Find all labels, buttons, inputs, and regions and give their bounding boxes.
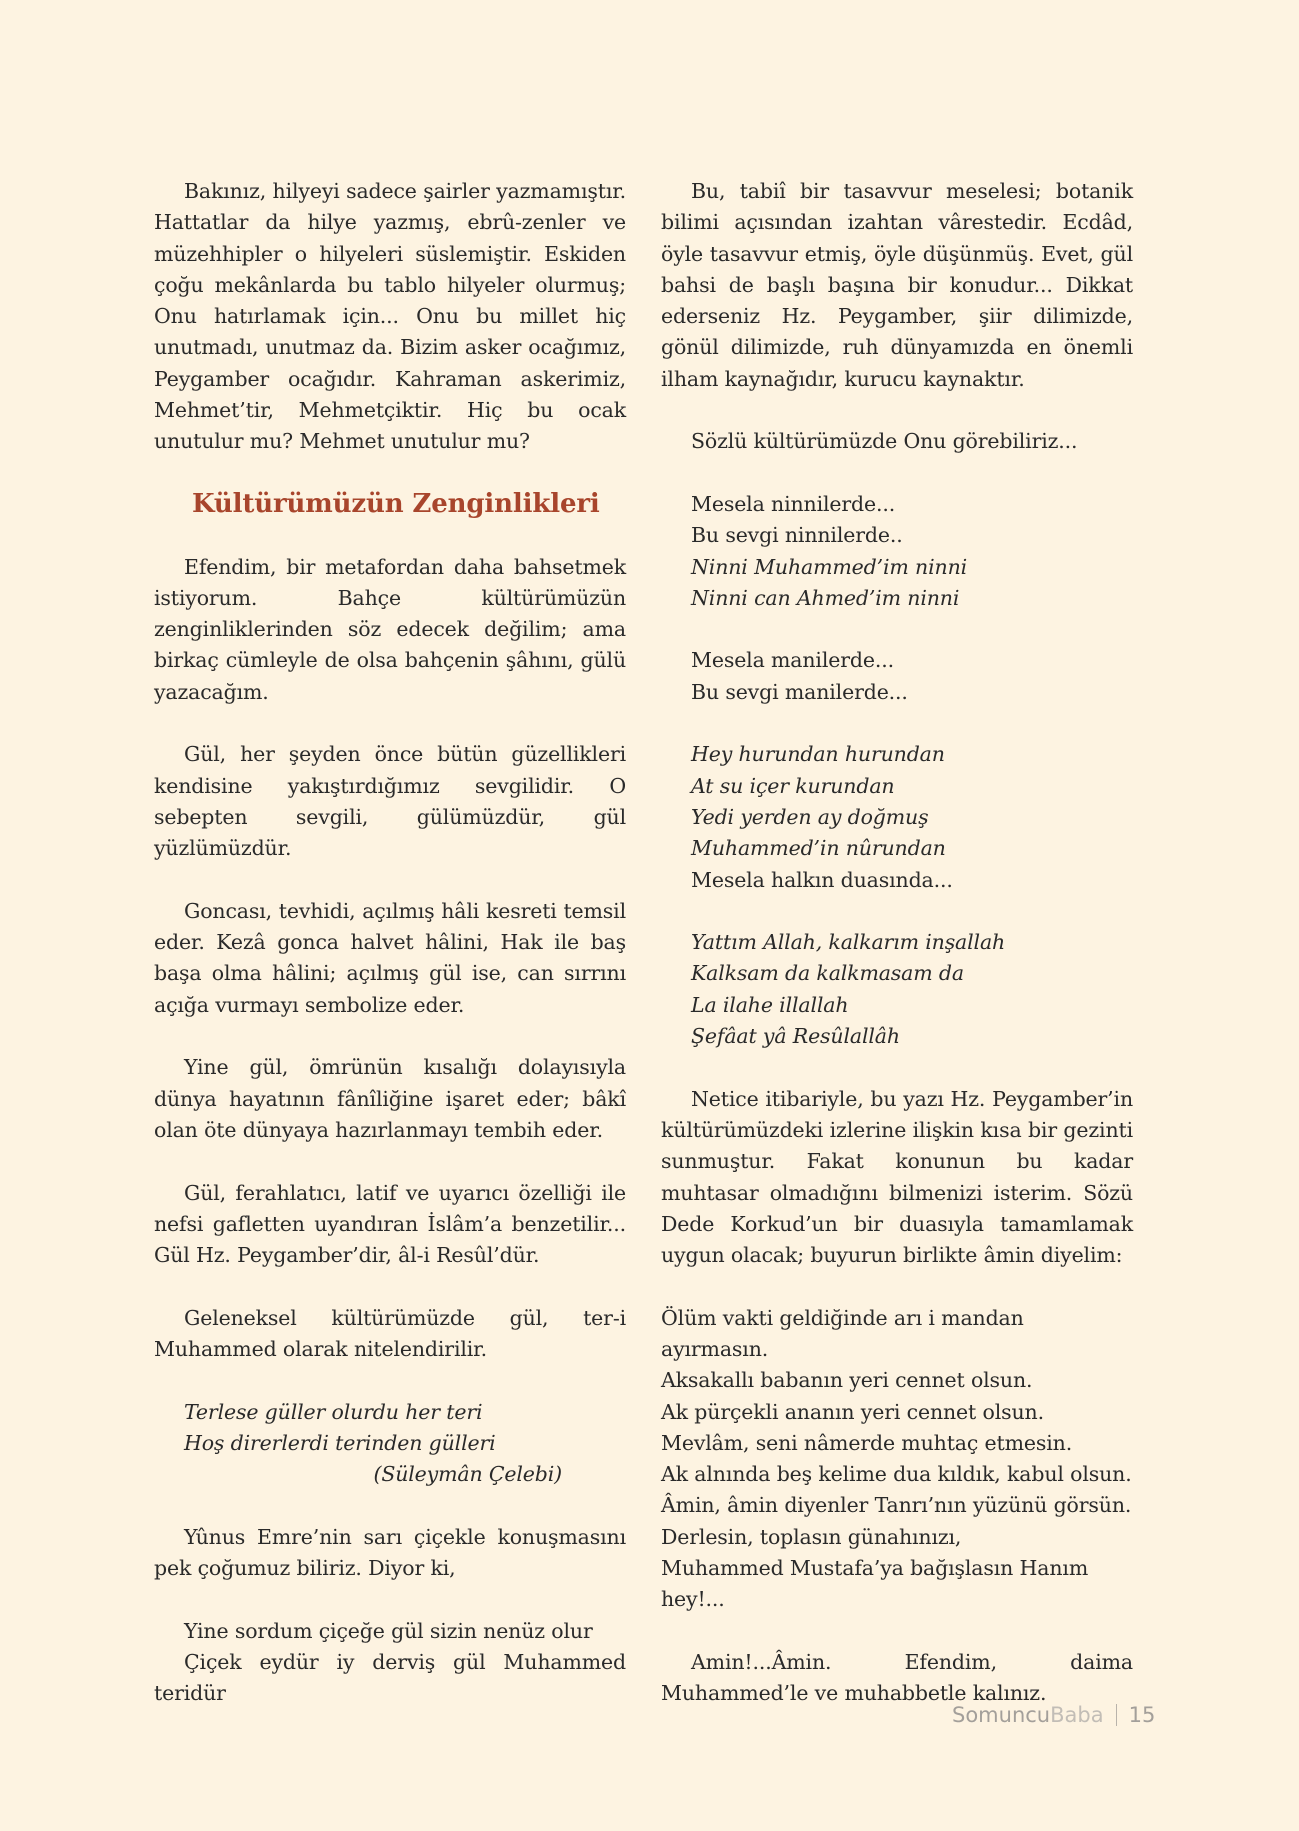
poem-line: Terlese güller olurdu her teri [184, 1399, 483, 1424]
prayer-line: Aksakallı babanın yeri cennet olsun. [661, 1368, 1033, 1393]
magazine-logo [952, 1703, 1104, 1727]
dua-block [661, 927, 1133, 1052]
poem-line: Ninni can Ahmed’im ninni [691, 585, 960, 610]
text-line: Bu sevgi ninnilerde.. [691, 523, 903, 548]
poem-line: Ninni Muhammed’im ninni [691, 554, 968, 579]
poem-credit: (Süleymân Çelebi) [373, 1462, 562, 1487]
footer-divider [1116, 1704, 1117, 1726]
page-footer [952, 1703, 1155, 1727]
paragraph: Yûnus Emre’nin sarı çiçekle konuşmasını pek çoğumuz biliriz. Diyor ki, [154, 1524, 626, 1581]
poem-line: Muhammed’in nûrundan [691, 836, 946, 861]
left-column [154, 176, 626, 1710]
ninni-block [661, 489, 1133, 614]
text-line: Mesela ninnilerde... [691, 491, 896, 516]
logo-text-baba: Baba [1050, 1703, 1104, 1727]
paragraph: Gül, her şeyden önce bütün güzellikleri kendisine yakıştırdığımız sevgilidir. O sebepten sevgili, gülümüzdür, gül yüzlümüzdür. [154, 742, 626, 861]
prayer-line: Âmin, âmin diyenler Tanrı’nın yüzünü görsün. [661, 1493, 1132, 1518]
verse-line: Çiçek eydür iy derviş gül Muhammed teridür [154, 1649, 626, 1706]
poem-line: Şefâat yâ Resûlallâh [691, 1024, 900, 1049]
poem-line: Hoş direrlerdi terinden gülleri [184, 1430, 496, 1455]
poem-line: Kalksam da kalkmasam da [691, 961, 964, 986]
prayer-line: Ak pürçekli ananın yeri cennet olsun. [661, 1399, 1044, 1424]
section-heading: Kültürümüzün Zenginlikleri [192, 488, 600, 519]
mani-intro-block [661, 645, 1133, 708]
paragraph: Netice itibariyle, bu yazı Hz. Peygamber’in kültürümüzdeki izlerine ilişkin kısa bir gezinti sunmuştur. Fakat konunun bu kadar muhtasar olmadığını bilmenizi isterim. Sözü Dede Korkud’un bir duasıyla tamamlamak uygun olacak; buyurun birlikte âmin diyelim: [661, 1086, 1133, 1268]
paragraph: Geleneksel kültürümüzde gül, ter-i Muhammed olarak nitelendirilir. [154, 1305, 626, 1361]
yunus-emre-verse [154, 1616, 626, 1710]
poem-line: At su içer kurundan [691, 773, 895, 798]
logo-text-somuncu: Somuncu [952, 1703, 1051, 1727]
paragraph: Efendim, bir metafordan daha bahsetmek istiyorum. Bahçe kültürümüzün zenginliklerinden söz edecek değilim; ama birkaç cümleyle de olsa bahçenin şâhını, gülü yazacağım. [154, 554, 626, 704]
mani-block [661, 739, 1133, 895]
paragraph: Sözlü kültürümüzde Onu görebiliriz... [691, 429, 1078, 454]
text-line: Mesela manilerde... [691, 648, 894, 673]
poem-line: La ilahe illallah [691, 992, 849, 1017]
prayer-line: Ak alnında beş kelime dua kıldık, kabul olsun. [661, 1462, 1132, 1487]
poem-line: Yedi yerden ay doğmuş [691, 804, 929, 829]
poem-line: Yattım Allah, kalkarım inşallah [691, 930, 1006, 955]
paragraph: Bu, tabiî bir tasavvur meselesi; botanik bilimi açısından izahtan vârestedir. Ecdâd, öyle tasavvur etmiş, öyle düşünmüş. Evet, gül bahsi de başlı başına bir konudur... Dikkat ederseniz Hz. Peygamber, şiir dilimizde, gönül dilimizde, ruh dünyamızda en önemli ilham kaynağıdır, kurucu kaynaktır. [661, 179, 1133, 391]
verse-line: Yine sordum çiçeğe gül sizin nenüz olur [184, 1618, 593, 1643]
text-line: Mesela halkın duasında... [691, 867, 953, 892]
paragraph: Gül, ferahlatıcı, latif ve uyarıcı özelliği ile nefsi gafletten uyandıran İslâm’a benzetilir... Gül Hz. Peygamber’dir, âl-i Resûl’dür. [154, 1180, 626, 1268]
page-number: 15 [1128, 1703, 1156, 1727]
prayer-line: Derlesin, toplasın günahınızı, [661, 1524, 962, 1549]
paragraph: Yine gül, ömrünün kısalığı dolayısıyla dünya hayatının fânîliğine işaret eder; bâkî olan öte dünyaya hazırlanmayı tembih eder. [154, 1055, 626, 1142]
paragraph: Bakınız, hilyeyi sadece şairler yazmamıştır. Hattatlar da hilye yazmış, ebrû-zenler ve müzehhipler o hilyeleri süslemiştir. Eskiden çoğu mekânlarda bu tablo hilyeler olurmuş; Onu hatırlamak için... Onu bu millet hiç unutmadı, unutmaz da. Bizim asker ocağımız, Peygamber ocağıdır. Kahraman askerimiz, Mehmet’tir, Mehmetçiktir. Hiç bu ocak unutulur mu? Mehmet unutulur mu? [154, 179, 626, 454]
right-column [661, 176, 1133, 1710]
paragraph: Goncası, tevhidi, açılmış hâli kesreti temsil eder. Kezâ gonca halvet hâlini, Hak ile baş başa olma hâlini; açılmış gül ise, can sırrını açığa vurmayı sembolize eder. [154, 898, 626, 1017]
poem-quote [154, 1397, 626, 1491]
prayer-line: Muhammed Mustafa’ya bağışlasın Hanım hey!... [661, 1556, 1089, 1612]
prayer-line: Mevlâm, seni nâmerde muhtaç etmesin. [661, 1430, 1073, 1455]
prayer-line: Ölüm vakti geldiğinde arı i mandan ayırmasın. [661, 1305, 1024, 1361]
poem-line: Hey hurundan hurundan [691, 742, 945, 767]
paragraph: Amin!...Âmin. Efendim, daima Muhammed’le ve muhabbetle kalınız. [661, 1649, 1133, 1706]
dede-korkut-prayer [661, 1303, 1133, 1616]
text-line: Bu sevgi manilerde... [691, 679, 908, 704]
